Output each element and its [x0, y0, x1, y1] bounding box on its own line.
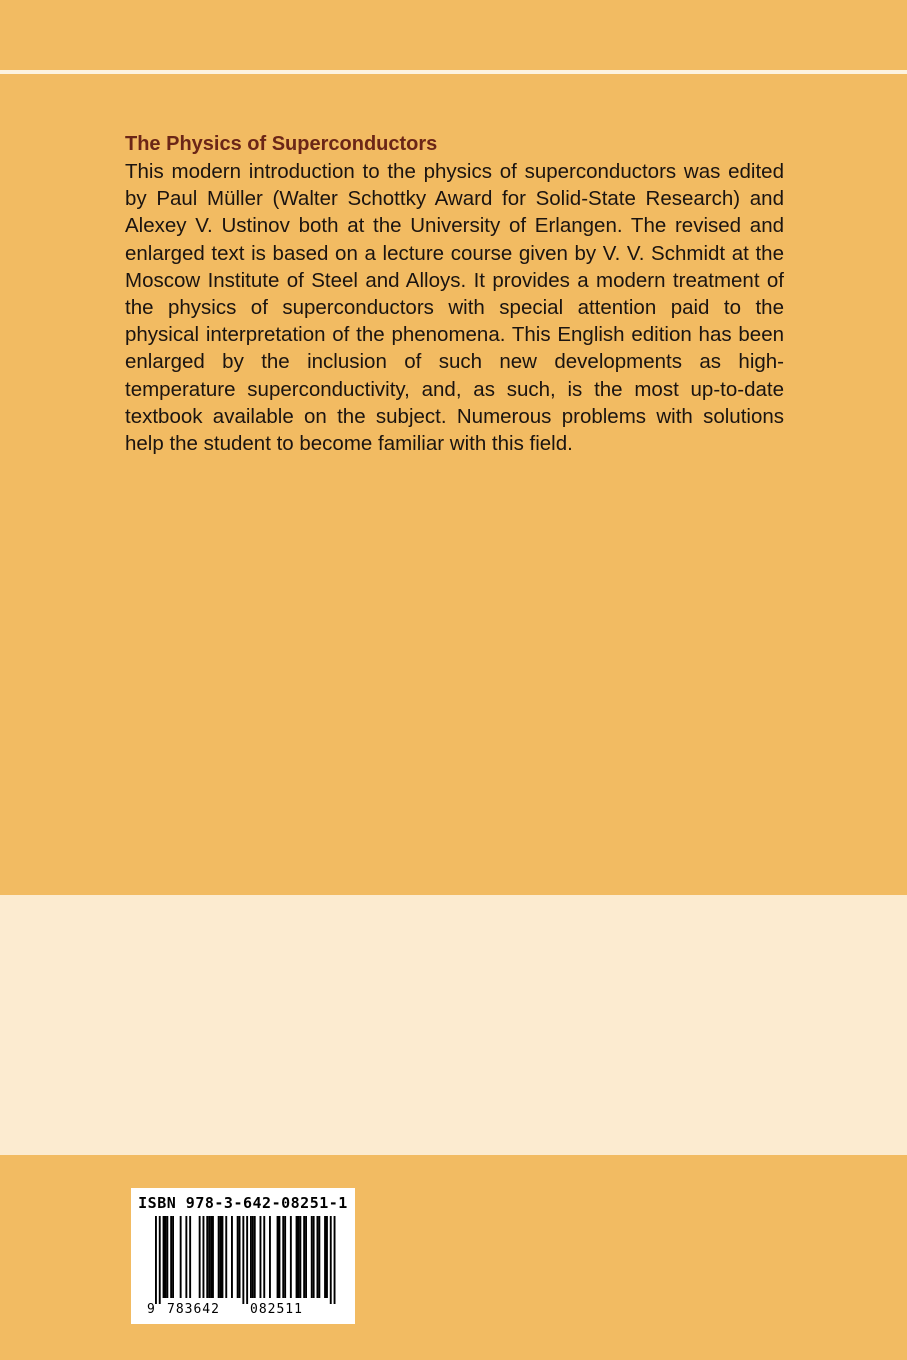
barcode-bar — [334, 1216, 336, 1304]
barcode-bar — [163, 1216, 165, 1298]
barcode-digits-right: 082511 — [250, 1302, 303, 1316]
barcode-bar — [231, 1216, 233, 1298]
barcode-bar — [220, 1216, 222, 1298]
barcode-bar — [313, 1216, 315, 1298]
barcode-bar — [212, 1216, 214, 1298]
barcode-bar — [246, 1216, 248, 1304]
barcode-bar — [165, 1216, 167, 1298]
barcode-bar — [185, 1216, 187, 1298]
barcode-bar — [206, 1216, 208, 1298]
barcode-bar — [330, 1216, 332, 1304]
barcode-bar — [303, 1216, 305, 1298]
top-band — [0, 0, 907, 71]
cream-band — [0, 895, 907, 1155]
barcode-bar — [290, 1216, 292, 1298]
barcode-bar — [263, 1216, 265, 1298]
barcode-bar — [208, 1216, 210, 1298]
barcode-bar — [170, 1216, 172, 1298]
barcode-bar — [296, 1216, 298, 1298]
barcode-bar — [299, 1216, 301, 1298]
barcode-bar — [172, 1216, 174, 1298]
barcode-digits-left: 783642 — [167, 1302, 220, 1316]
barcode-bar — [222, 1216, 224, 1298]
barcode-bar — [277, 1216, 279, 1298]
barcode-bar — [242, 1216, 244, 1304]
barcode-bar — [159, 1216, 161, 1304]
barcode-bar — [311, 1216, 313, 1298]
barcode-bar — [317, 1216, 319, 1298]
barcode-bar — [269, 1216, 271, 1298]
barcode-bar — [237, 1216, 239, 1298]
book-title: The Physics of Superconductors — [125, 133, 438, 155]
barcode-bar — [218, 1216, 220, 1298]
barcode-bar — [203, 1216, 205, 1298]
barcode-bar — [298, 1216, 300, 1298]
barcode-bar — [210, 1216, 212, 1298]
barcode-bar — [225, 1216, 227, 1298]
barcode-bar — [305, 1216, 307, 1298]
barcode-bar — [254, 1216, 256, 1298]
barcode-bar — [324, 1216, 326, 1298]
barcode-bar — [284, 1216, 286, 1298]
barcode-bar — [282, 1216, 284, 1298]
barcode-bar — [252, 1216, 254, 1298]
barcode-bar — [239, 1216, 241, 1298]
barcode-bar — [189, 1216, 191, 1298]
isbn-label: ISBN 978-3-642-08251-1 — [138, 1194, 348, 1212]
barcode-bar — [326, 1216, 328, 1298]
barcode-box — [131, 1188, 355, 1324]
barcode-bar — [318, 1216, 320, 1298]
barcode-bar — [250, 1216, 252, 1298]
barcode-bar — [279, 1216, 281, 1298]
barcode-bar — [260, 1216, 262, 1298]
barcode-bar — [155, 1216, 157, 1304]
barcode-bar — [199, 1216, 201, 1298]
barcode-bars — [155, 1216, 336, 1304]
barcode-digit-first: 9 — [147, 1302, 155, 1316]
back-cover-blurb — [125, 131, 784, 457]
barcode-bar — [166, 1216, 168, 1298]
barcode-bar — [180, 1216, 182, 1298]
book-description: This modern introduction to the physics of superconductors was edited by Paul Müller (Walter Schottky Award for Solid-State Research) and Alexey V. Ustinov both at the University of Erlangen. The revised and enlarged text is based on a lecture course given by V. V. Schmidt at the Moscow Institute of Steel and Alloys. It provides a modern treatment of the physics of superconductors with special attention paid to the physical interpretation of the phenomena. This English edition has been enlarged by the inclusion of such new developments as high-temperature superconductivity, and, as such, is the most up-to-date textbook available on the subject. Numerous problems with solutions help the student to become familiar with this field. — [125, 160, 784, 456]
barcode — [143, 1216, 343, 1316]
